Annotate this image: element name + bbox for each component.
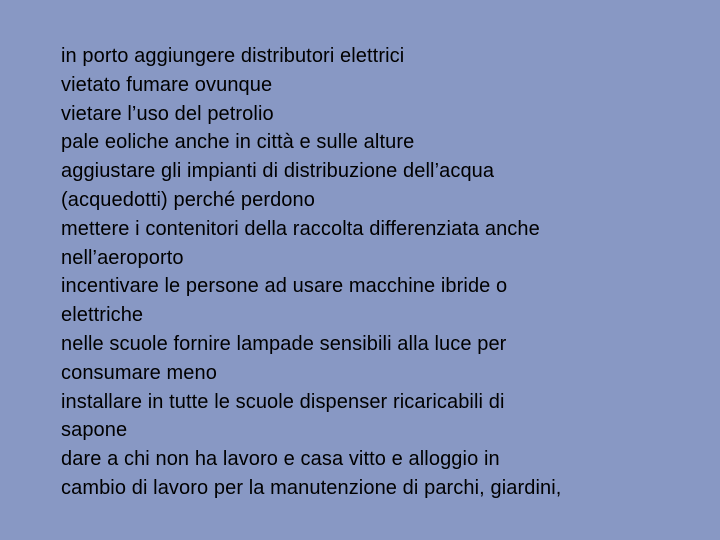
slide-text-block (61, 42, 701, 503)
text-line: in porto aggiungere distributori elettrici (61, 45, 405, 67)
text-line: vietato fumare ovunque (61, 73, 273, 96)
text-line: mettere i contenitori della raccolta differenziata anche (61, 217, 540, 240)
text-line: dare a chi non ha lavoro e casa vitto e alloggio in (61, 448, 500, 471)
text-line: vietare l’uso del petrolio (61, 102, 274, 125)
text-line: elettriche (61, 304, 144, 327)
text-line: installare in tutte le scuole dispenser ricaricabili di (61, 390, 505, 413)
text-line: sapone (61, 419, 128, 442)
text-line: nelle scuole fornire lampade sensibili alla luce per (61, 332, 507, 355)
text-line: nell’aeroporto (61, 246, 184, 269)
text-line: aggiustare gli impianti di distribuzione dell’acqua (61, 160, 495, 183)
text-line: cambio di lavoro per la manutenzione di parchi, giardini, (61, 476, 562, 499)
text-line: incentivare le persone ad usare macchine ibride o (61, 275, 508, 298)
text-line: (acquedotti) perché perdono (61, 188, 315, 211)
text-line: pale eoliche anche in città e sulle alture (61, 131, 415, 154)
text-line: consumare meno (61, 361, 217, 384)
